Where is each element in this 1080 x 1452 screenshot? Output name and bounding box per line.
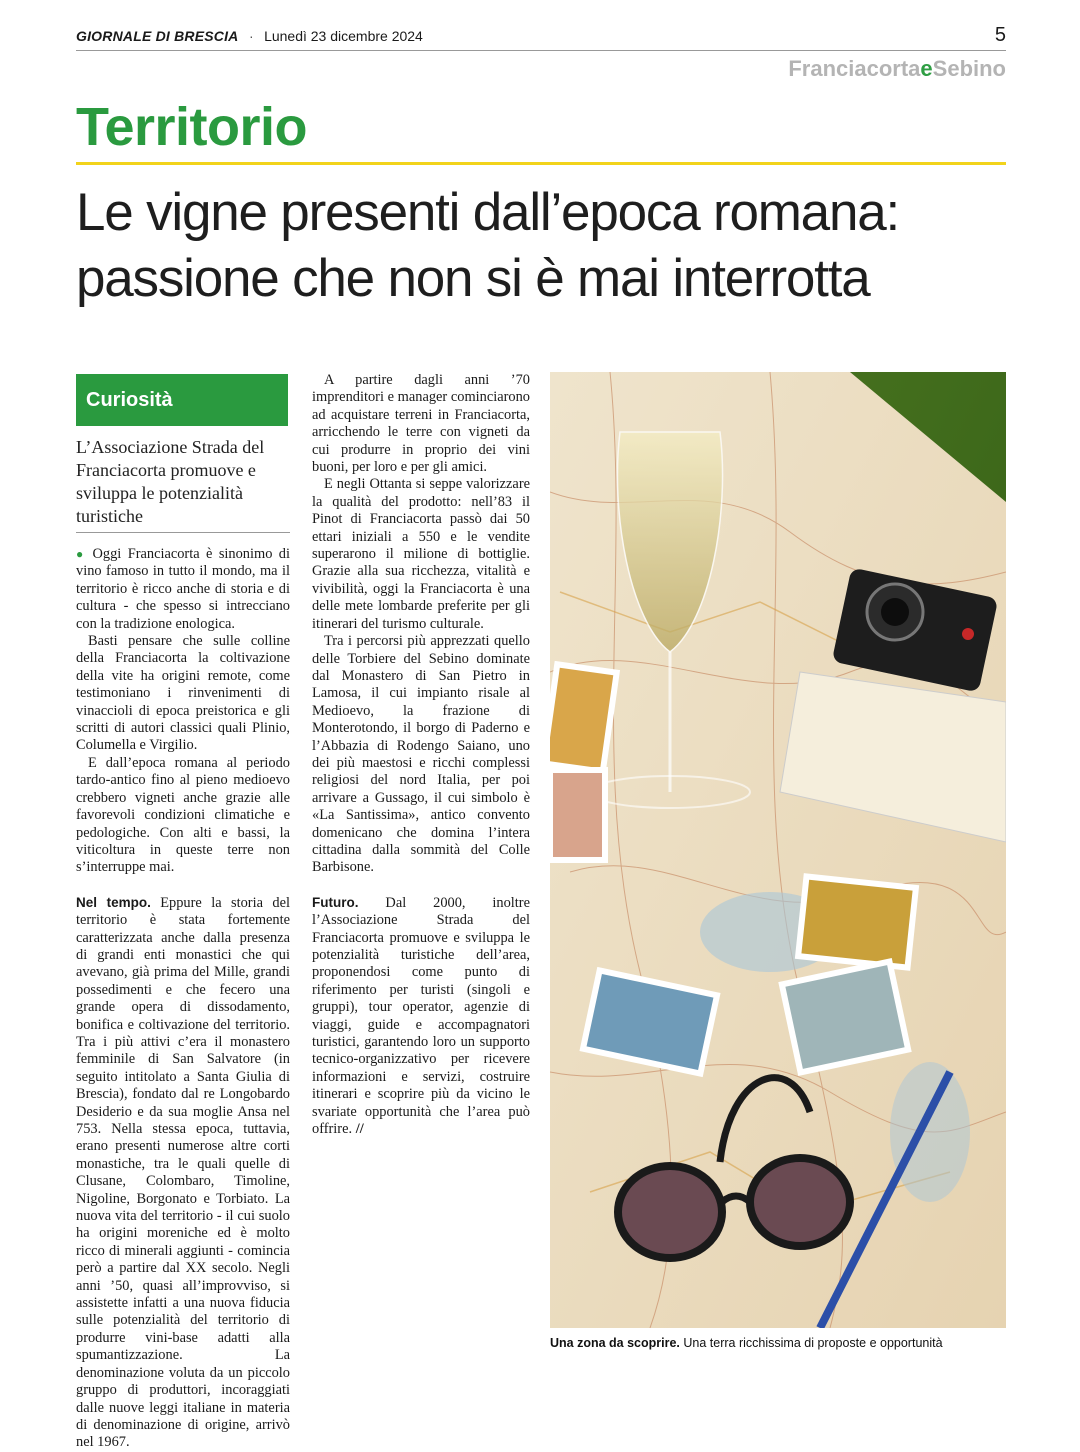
newspaper-name: GIORNALE DI BRESCIA — [76, 28, 239, 44]
photo-caption — [550, 1336, 1006, 1350]
paragraph-7: Tra i percorsi più apprezzati quello delle Torbiere del Sebino dominate dal Monastero di San Pietro in Lamosa, il cui impianto risale al Medioevo, la frazione di Monterotondo, il borgo di Paderno e l’Abbazia di Rodengo Saiano, uno dei più maestosi e ricchi complessi religiosi del nord Italia, per poi arrivare a Gussago, il cui simbolo è «La Santissima», antico convento domenicano che domina l’intera cittadina dalla sommità del Colle Barbisone. — [312, 633, 530, 876]
section-tag-right: Sebino — [932, 56, 1006, 81]
section-tag — [788, 56, 1006, 82]
publication-date: Lunedì 23 dicembre 2024 — [264, 28, 423, 44]
paragraph-8: Futuro. Dal 2000, inoltre l’Associazione Strada del Franciacorta promuove e sviluppa le potenzialità turistiche dell’area, proponendosi come punto di riferimento per turisti (singoli e gruppi), tour operator, agenzie di viaggi, guide e accompagnatori turistici, garantendo loro un supporto tecnico-organizzativo per ricevere informazioni e servizi, costruire itinerari e scoprire più da vicino le svariate opportunità che l’area può offrire. // — [312, 894, 530, 1138]
page-number: 5 — [994, 24, 1006, 46]
kicker: Territorio — [76, 97, 308, 157]
section-tag-left: Franciacorta — [788, 56, 921, 81]
curiosita-label: Curiosità — [76, 374, 288, 426]
paragraph-1: ● Oggi Franciacorta è sinonimo di vino famoso in tutto il mondo, ma il territorio è ricco anche di storia e di cultura - che spesso si intrecciano con la tradizione enologica. — [76, 546, 290, 632]
article-column-1 — [76, 546, 290, 1452]
article-column-2 — [312, 372, 530, 1138]
end-mark: // — [355, 1121, 364, 1138]
paragraph-5: A partire dagli anni ’70 imprenditori e manager cominciarono ad acquistare terreni in Franciacorta, arricchendo le terre con vigneti da cui produrre in proprio dei vini buoni, per loro e per gli amici. — [312, 372, 530, 476]
caption-text: Una terra ricchissima di proposte e opportunità — [683, 1336, 943, 1350]
masthead-separator: · — [248, 28, 254, 44]
paragraph-4: Nel tempo. Eppure la storia del territorio è stata fortemente caratterizzata anche dalla presenza di grandi enti monastici che qui avevano, già prima del Mille, grandi possedimenti e che fecero una grande opera di dissodamento, bonifica e coltivazione del territorio. Tra i più attivi c’era il monastero femminile di San Salvatore (in seguito intitolato a Santa Giulia di Brescia), fondato dal re Longobardo Desiderio e da sua moglie Ansa nel 753. Nella stessa epoca, tuttavia, erano presenti numerose altre corti monastiche, tra le quali quelle di Clusane, Colombaro, Timoline, Nigoline, Borgonato e Torbiato. La nuova vita del territorio - il cui suolo ha origini moreniche ed è molto ricco di minerali aggiunti - comincia però a partire dal XX secolo. Negli anni ’50, quasi all’improvviso, si assistette infatti a una nuova fiducia sulle potenzialità del territorio di produrre vini-base adatti alla spumantizzazione. La denominazione voluta da un piccolo gruppo di produttori, incoraggiati dalle nuove leggi italiane in materia di denominazione di origine, arrivò nel 1967. — [76, 894, 290, 1451]
headline-line-1: Le vigne presenti dall’epoca romana: — [76, 183, 900, 242]
paragraph-2: Basti pensare che sulle colline della Franciacorta la coltivazione della vite ha origini remote, come testimoniano i rinvenimenti di vinaccioli di epoca preistorica e gli scritti di autori classici quali Plinio, Columella e Virgilio. — [76, 633, 290, 754]
kicker-underline — [76, 162, 1006, 165]
subheadline-rule — [76, 532, 290, 533]
article-photo — [550, 372, 1006, 1328]
paragraph-6: E negli Ottanta si seppe valorizzare la qualità del prodotto: nell’83 il Pinot di Franciacorta passò dai 50 ettari iniziali a 550 e le vendite superarono il milione di bottiglie. Grazie alla sua ricchezza, vitalità e vivibilità, oggi la Franciacorta è una delle mete lombarde preferite per gli itinerari del turismo culturale. — [312, 476, 530, 632]
headline-line-2: passione che non si è mai interrotta — [76, 249, 870, 308]
caption-lead: Una zona da scoprire. — [550, 1336, 680, 1350]
section-tag-mid: e — [920, 56, 933, 81]
bullet-icon: ● — [76, 547, 87, 561]
lead-nel-tempo: Nel tempo. — [76, 894, 151, 910]
header-rule — [76, 50, 1006, 51]
paragraph-3: E dall’epoca romana al periodo tardo-antico fino al pieno medioevo crebbero vigneti anche grazie alle favorevoli condizioni climatiche e pedologiche. Con alti e bassi, la viticoltura in queste terre non s’interruppe mai. — [76, 754, 290, 876]
lead-futuro: Futuro. — [312, 894, 359, 910]
headline — [76, 180, 1016, 312]
masthead — [76, 24, 1006, 48]
subheadline: L’Associazione Strada del Franciacorta promuove e sviluppa le potenzialità turistiche — [76, 437, 265, 526]
